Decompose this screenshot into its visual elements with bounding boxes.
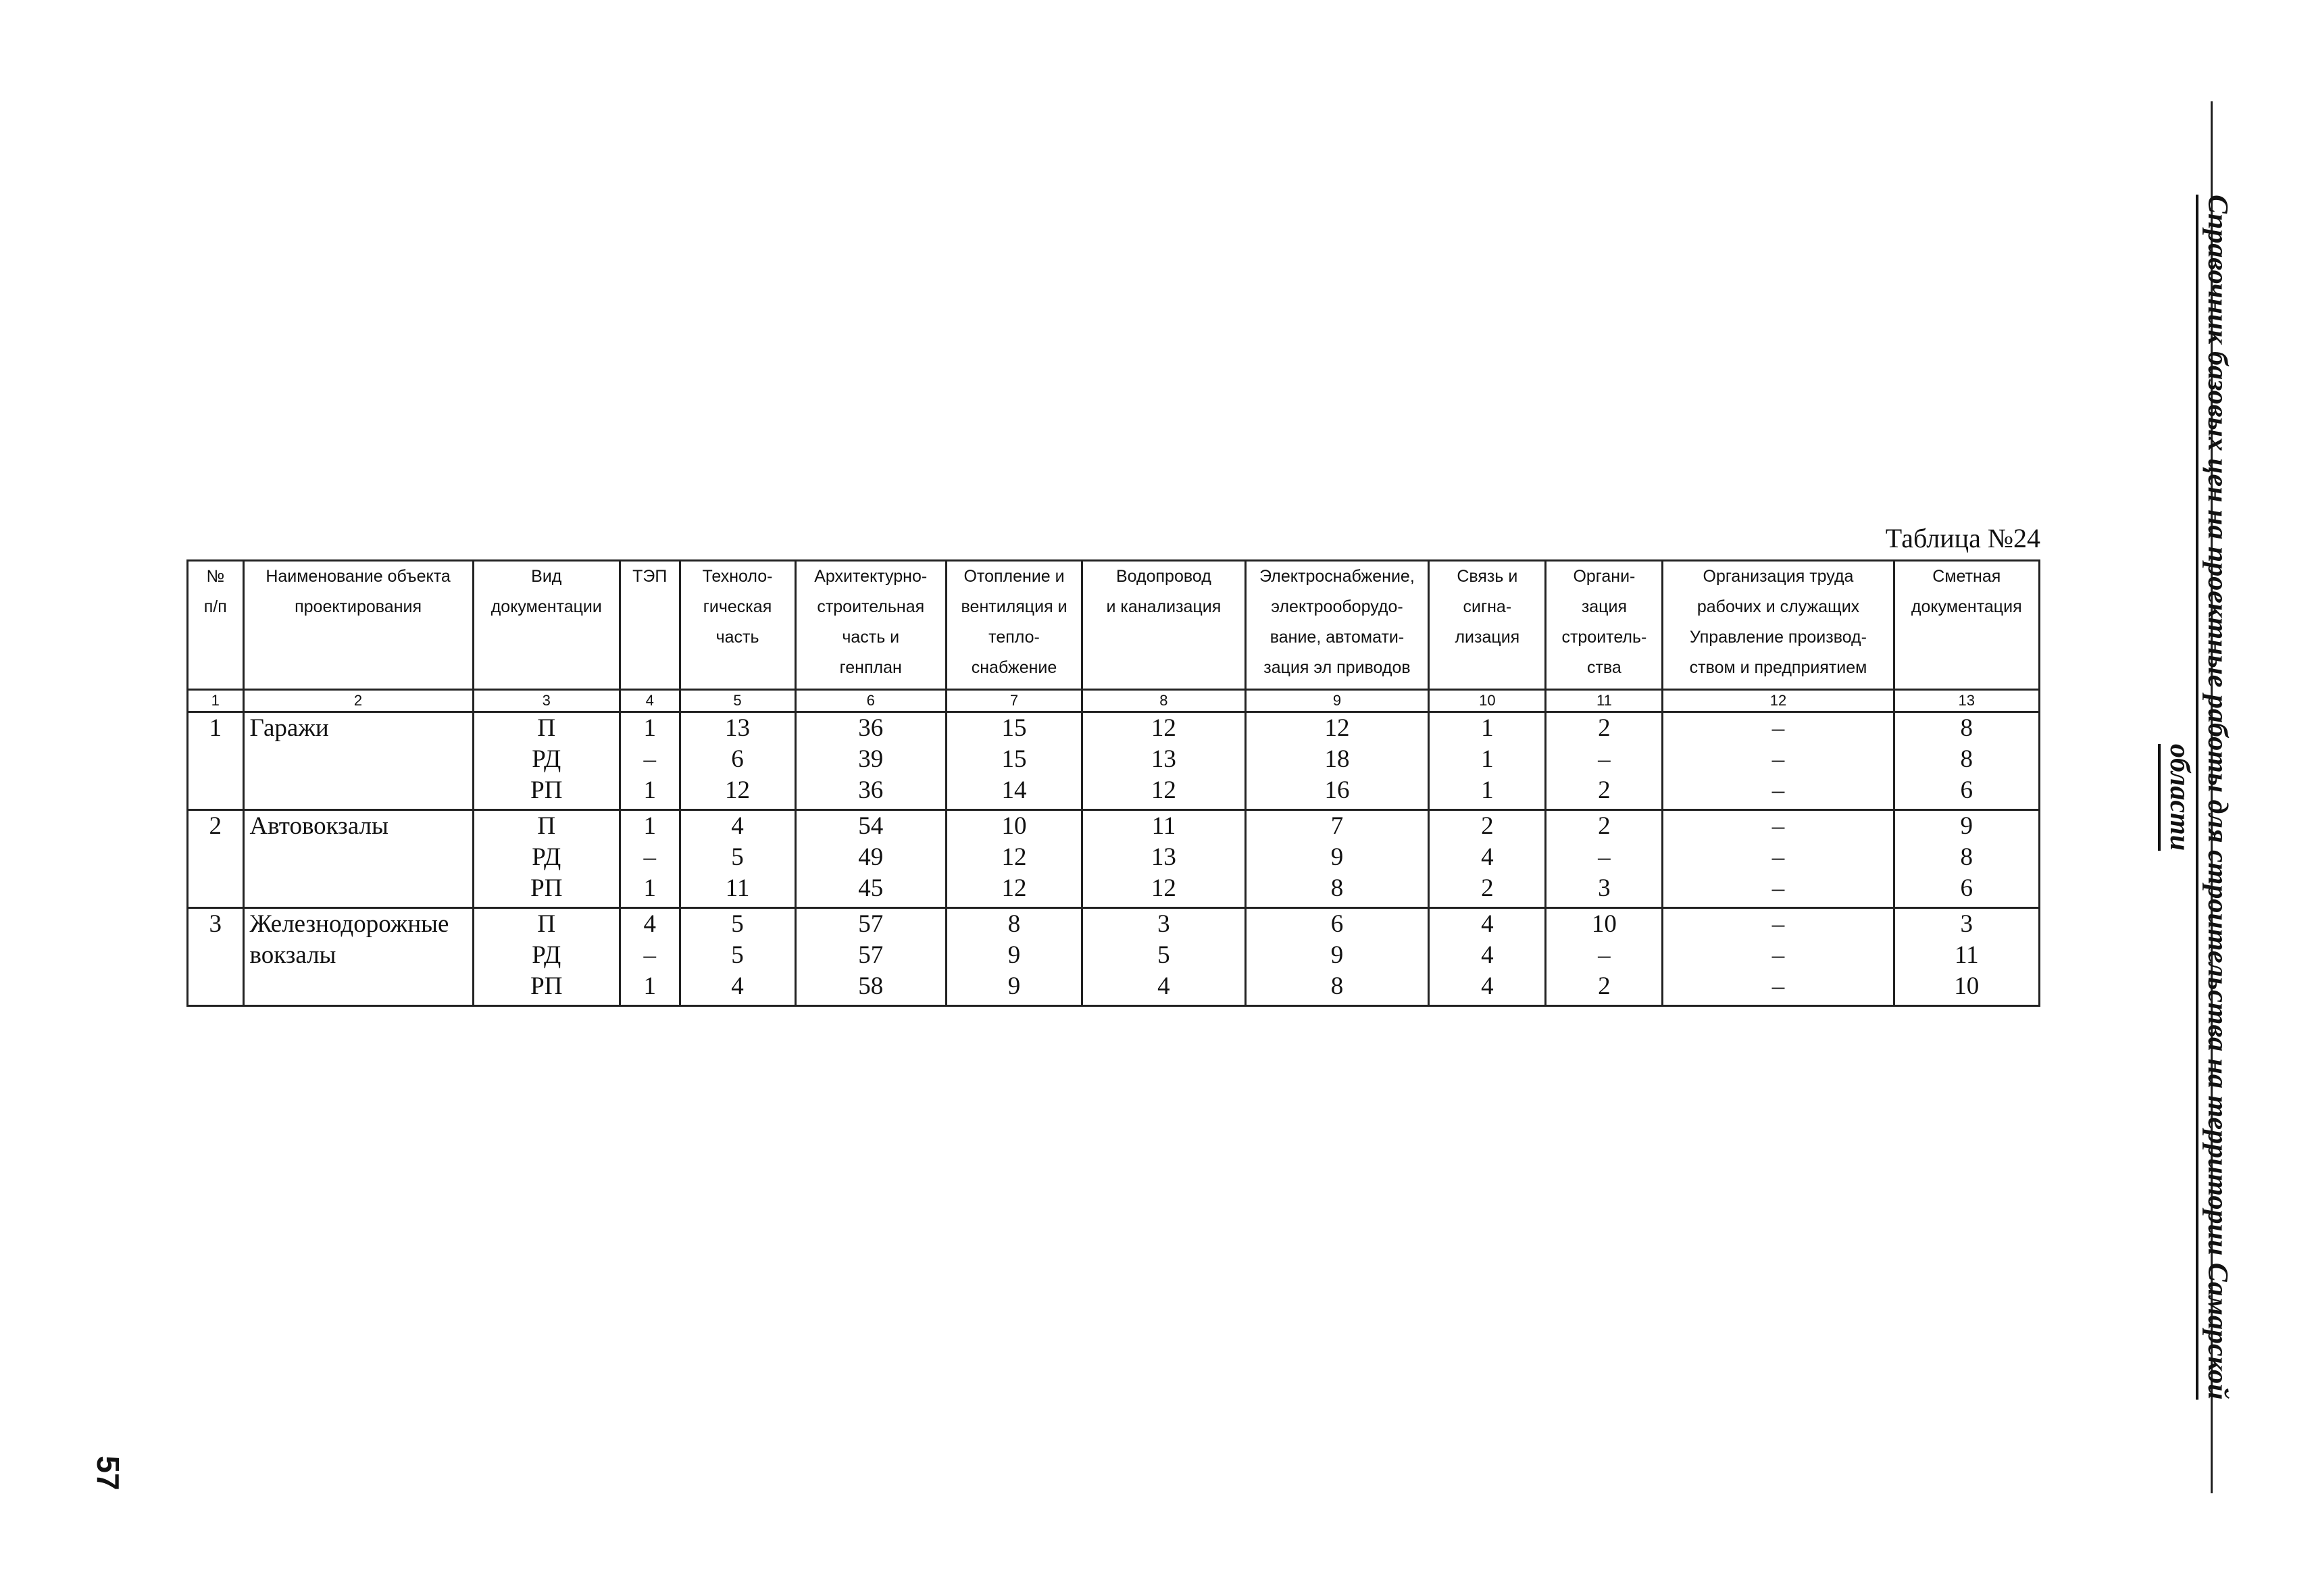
column-header-line: зация <box>1581 597 1627 616</box>
column-header-line: Связь и <box>1457 567 1518 586</box>
column-header <box>1663 561 1894 690</box>
table-cell <box>1894 908 2039 1006</box>
cell-value: 12 <box>1001 843 1027 871</box>
column-header-line: часть <box>715 628 759 647</box>
cell-value: 16 <box>1324 776 1350 804</box>
column-header-line: Наименование объекта <box>266 567 451 586</box>
cell-value: 2 <box>1598 812 1611 840</box>
column-header-line: вентиляция и <box>961 597 1067 616</box>
table-cell <box>1546 712 1663 810</box>
column-header-line: рабочих и служащих <box>1696 597 1860 616</box>
cell-value: РД <box>532 941 561 969</box>
column-header <box>1546 561 1663 690</box>
table-cell <box>795 712 946 810</box>
cell-value: 11 <box>1954 941 1979 969</box>
column-header-line: Организация труда <box>1703 567 1854 586</box>
cell-value: 6 <box>1960 776 1973 804</box>
cell-value: 11 <box>1151 812 1176 840</box>
column-header-line: Органи- <box>1573 567 1636 586</box>
column-number: 5 <box>680 690 795 712</box>
cell-value: – <box>1771 941 1785 969</box>
cell-value: 1 <box>643 972 656 1000</box>
table-cell <box>680 908 795 1006</box>
column-header-line: Электроснабжение, <box>1259 567 1415 586</box>
column-header-line: Отопление и <box>963 567 1065 586</box>
table-cell <box>795 810 946 908</box>
table-cell <box>1663 908 1894 1006</box>
cell-value: 54 <box>858 812 884 840</box>
column-header-line: документация <box>1911 597 2022 616</box>
table-cell <box>946 810 1082 908</box>
table-cell <box>1082 908 1245 1006</box>
table-row <box>188 810 2040 908</box>
cell-value: 3 <box>1157 910 1170 938</box>
running-title: Справочник базовых цен на проектные работы для строительства на территории Самарской области <box>2164 195 2233 1400</box>
column-number: 1 <box>188 690 244 712</box>
table-cell <box>1082 810 1245 908</box>
cell-value: 4 <box>1481 910 1494 938</box>
cell-value: 36 <box>858 714 884 742</box>
row-number: 2 <box>188 810 244 908</box>
column-header <box>1894 561 2039 690</box>
column-header-line: сигна- <box>1463 597 1512 616</box>
cell-value: 1 <box>643 714 656 742</box>
column-number-row <box>188 690 2040 712</box>
table-cell <box>473 908 620 1006</box>
column-header-line: строительная <box>817 597 925 616</box>
column-header-line: Архитектурно- <box>814 567 928 586</box>
column-header-line: строитель- <box>1561 628 1647 647</box>
cell-value: 8 <box>1330 874 1344 902</box>
cell-value: – <box>643 941 656 969</box>
column-header-line: гическая <box>703 597 772 616</box>
cell-value: 4 <box>1481 941 1494 969</box>
column-header-line: тепло- <box>988 628 1040 647</box>
column-number: 4 <box>620 690 680 712</box>
column-header-line: ством и предприятием <box>1689 658 1867 677</box>
cell-value: 8 <box>1960 714 1973 742</box>
cell-value: 36 <box>858 776 884 804</box>
column-number: 9 <box>1245 690 1429 712</box>
column-header <box>946 561 1082 690</box>
cell-value: 13 <box>725 714 751 742</box>
table-cell <box>473 810 620 908</box>
object-name <box>243 908 473 1006</box>
column-header-line: зация эл приводов <box>1263 658 1411 677</box>
cell-value: 58 <box>858 972 884 1000</box>
table-cell <box>1546 908 1663 1006</box>
table-cell <box>1082 712 1245 810</box>
column-header-line: Сметная <box>1932 567 2001 586</box>
column-header <box>620 561 680 690</box>
cell-value: 10 <box>1954 972 1980 1000</box>
table-caption: Таблица №24 <box>1885 523 2040 553</box>
column-header-line: Техноло- <box>702 567 773 586</box>
cell-value: 4 <box>1481 972 1494 1000</box>
column-header-line: электрооборудо- <box>1271 597 1403 616</box>
column-header <box>1429 561 1546 690</box>
cell-value: 4 <box>1481 843 1494 871</box>
table-cell <box>1429 810 1546 908</box>
cell-value: – <box>1771 776 1785 804</box>
header-row <box>188 561 2040 690</box>
cell-value: – <box>1771 714 1785 742</box>
cell-value: 10 <box>1001 812 1027 840</box>
cell-value: 9 <box>1007 941 1021 969</box>
cell-value: – <box>1771 972 1785 1000</box>
cell-value: 57 <box>858 941 884 969</box>
cell-value: – <box>1771 812 1785 840</box>
cell-value: 12 <box>1151 714 1176 742</box>
column-header-line: лизация <box>1455 628 1520 647</box>
column-header-line: проектирования <box>295 597 422 616</box>
column-header-line: ТЭП <box>632 567 668 586</box>
cell-value: 12 <box>1324 714 1350 742</box>
cell-value: 2 <box>1598 972 1611 1000</box>
table-cell <box>680 810 795 908</box>
table-cell <box>795 908 946 1006</box>
object-name-line: вокзалы <box>249 941 336 969</box>
cell-value: 2 <box>1481 812 1494 840</box>
table-cell <box>473 712 620 810</box>
cell-value: 4 <box>1157 972 1170 1000</box>
price-table <box>186 559 2040 1007</box>
column-header-line: Водопровод <box>1115 567 1211 586</box>
table-cell <box>680 712 795 810</box>
page-number: 57 <box>91 1455 126 1491</box>
cell-value: – <box>1771 910 1785 938</box>
cell-value: 12 <box>1001 874 1027 902</box>
cell-value: РД <box>532 745 561 773</box>
cell-value: 1 <box>1481 714 1494 742</box>
object-name <box>243 810 473 908</box>
cell-value: 6 <box>1960 874 1973 902</box>
column-number: 11 <box>1546 690 1663 712</box>
column-header <box>1245 561 1429 690</box>
cell-value: 15 <box>1001 745 1027 773</box>
cell-value: – <box>1598 941 1611 969</box>
column-number: 3 <box>473 690 620 712</box>
cell-value: 12 <box>725 776 751 804</box>
table-cell <box>1245 908 1429 1006</box>
cell-value: 1 <box>643 812 656 840</box>
cell-value: – <box>1598 745 1611 773</box>
cell-value: 2 <box>1598 714 1611 742</box>
cell-value: 6 <box>1330 910 1344 938</box>
cell-value: 8 <box>1960 745 1973 773</box>
cell-value: – <box>1771 843 1785 871</box>
cell-value: РП <box>530 972 563 1000</box>
cell-value: 8 <box>1007 910 1021 938</box>
cell-value: 4 <box>731 812 744 840</box>
cell-value: 13 <box>1151 745 1176 773</box>
cell-value: 9 <box>1330 941 1344 969</box>
table-cell <box>1663 810 1894 908</box>
cell-value: 6 <box>731 745 744 773</box>
column-number: 6 <box>795 690 946 712</box>
cell-value: 5 <box>1157 941 1170 969</box>
table-cell <box>1894 712 2039 810</box>
column-header-line: документации <box>491 597 602 616</box>
column-header <box>243 561 473 690</box>
table-cell <box>1546 810 1663 908</box>
cell-value: – <box>643 745 656 773</box>
cell-value: 4 <box>643 910 656 938</box>
object-name <box>243 712 473 810</box>
column-header-line: ства <box>1586 658 1621 677</box>
table-cell <box>1663 712 1894 810</box>
object-name-line: Автовокзалы <box>249 812 388 840</box>
cell-value: 2 <box>1598 776 1611 804</box>
cell-value: 49 <box>858 843 884 871</box>
table-cell <box>1894 810 2039 908</box>
column-header <box>680 561 795 690</box>
cell-value: 2 <box>1481 874 1494 902</box>
table-cell <box>620 810 680 908</box>
column-header-line: снабжение <box>971 658 1057 677</box>
cell-value: П <box>537 910 556 938</box>
cell-value: 10 <box>1591 910 1617 938</box>
object-name-line: Гаражи <box>249 714 329 742</box>
cell-value: 1 <box>1481 745 1494 773</box>
cell-value: 14 <box>1001 776 1027 804</box>
column-header <box>795 561 946 690</box>
cell-value: 39 <box>858 745 884 773</box>
cell-value: 12 <box>1151 874 1176 902</box>
cell-value: 4 <box>731 972 744 1000</box>
cell-value: 5 <box>731 910 744 938</box>
cell-value: РД <box>532 843 561 871</box>
cell-value: – <box>1771 745 1785 773</box>
column-header <box>473 561 620 690</box>
cell-value: 5 <box>731 843 744 871</box>
cell-value: П <box>537 812 556 840</box>
table-cell <box>1429 908 1546 1006</box>
column-header-line: генплан <box>839 658 902 677</box>
column-header-line: п/п <box>203 597 227 616</box>
cell-value: РП <box>530 874 563 902</box>
table-cell <box>1245 712 1429 810</box>
column-number: 13 <box>1894 690 2039 712</box>
cell-value: 9 <box>1960 812 1973 840</box>
cell-value: 11 <box>725 874 750 902</box>
column-number: 10 <box>1429 690 1546 712</box>
cell-value: 3 <box>1960 910 1973 938</box>
table-cell <box>620 712 680 810</box>
table-cell <box>620 908 680 1006</box>
row-number: 1 <box>188 712 244 810</box>
cell-value: 5 <box>731 941 744 969</box>
column-header-line: № <box>206 567 225 586</box>
cell-value: 57 <box>858 910 884 938</box>
cell-value: 13 <box>1151 843 1176 871</box>
table-row <box>188 712 2040 810</box>
table-cell <box>1429 712 1546 810</box>
cell-value: П <box>537 714 556 742</box>
cell-value: 8 <box>1960 843 1973 871</box>
column-number: 12 <box>1663 690 1894 712</box>
object-name-line: Железнодорожные <box>249 910 449 938</box>
cell-value: – <box>1771 874 1785 902</box>
row-number: 3 <box>188 908 244 1006</box>
column-number: 8 <box>1082 690 1245 712</box>
cell-value: 15 <box>1001 714 1027 742</box>
cell-value: 9 <box>1007 972 1021 1000</box>
cell-value: 12 <box>1151 776 1176 804</box>
cell-value: 9 <box>1330 843 1344 871</box>
cell-value: 18 <box>1324 745 1350 773</box>
table-cell <box>1245 810 1429 908</box>
cell-value: 1 <box>643 776 656 804</box>
table-cell <box>946 908 1082 1006</box>
cell-value: – <box>1598 843 1611 871</box>
column-header-line: часть и <box>842 628 900 647</box>
column-header-line: и канализация <box>1106 597 1222 616</box>
column-number: 7 <box>946 690 1082 712</box>
cell-value: – <box>643 843 656 871</box>
column-header-line: Управление производ- <box>1690 628 1867 647</box>
cell-value: 1 <box>1481 776 1494 804</box>
column-header-line: вание, автомати- <box>1269 628 1405 647</box>
cell-value: 45 <box>858 874 884 902</box>
table-row <box>188 908 2040 1006</box>
cell-value: 7 <box>1330 812 1344 840</box>
column-header <box>1082 561 1245 690</box>
cell-value: 3 <box>1598 874 1611 902</box>
column-header-line: Вид <box>531 567 562 586</box>
cell-value: 8 <box>1330 972 1344 1000</box>
column-number: 2 <box>243 690 473 712</box>
table-cell <box>946 712 1082 810</box>
column-header <box>188 561 244 690</box>
cell-value: 1 <box>643 874 656 902</box>
cell-value: РП <box>530 776 563 804</box>
